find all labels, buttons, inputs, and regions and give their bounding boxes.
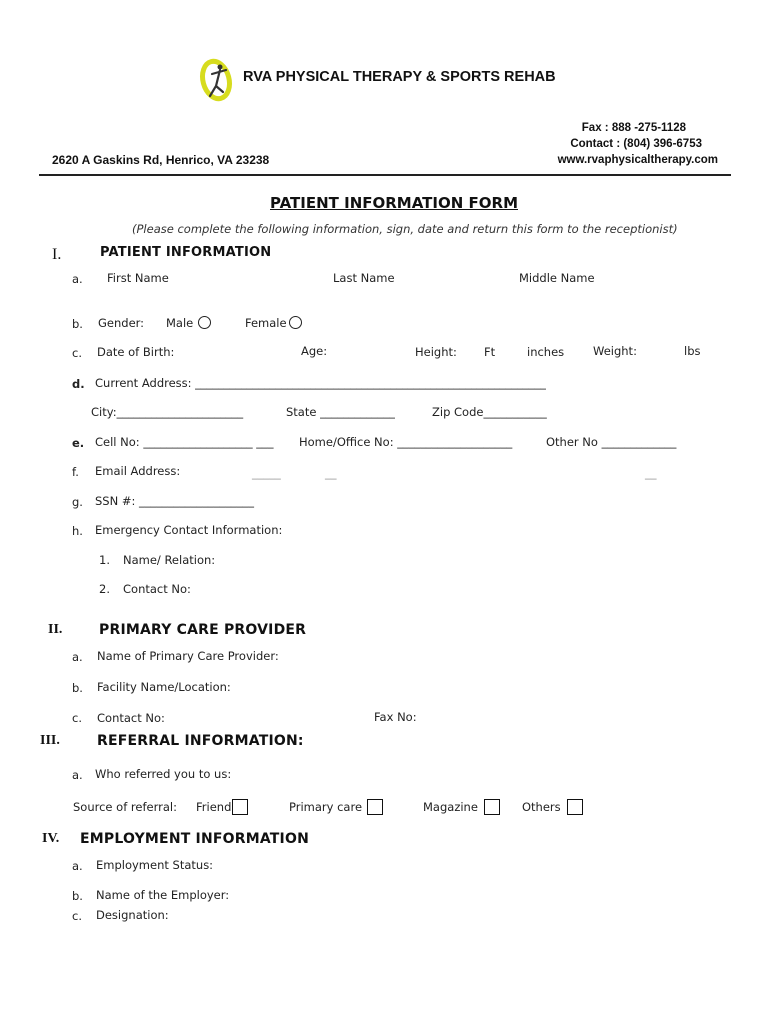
other-number-field[interactable]: Other No _____________ xyxy=(546,435,677,449)
fax-number: Fax : 888 -275-1128 xyxy=(581,122,686,134)
item-letter-c: c. xyxy=(72,909,82,923)
item-letter-c: c. xyxy=(72,711,82,725)
company-logo xyxy=(196,56,240,102)
referral-option-friend[interactable] xyxy=(196,799,248,815)
emergency-contact-no-label: Contact No: xyxy=(123,582,191,596)
section2-number: II. xyxy=(48,622,63,637)
primary-care-checkbox[interactable] xyxy=(367,799,383,815)
magazine-label: Magazine xyxy=(423,800,478,814)
male-label: Male xyxy=(166,316,194,330)
male-radio[interactable] xyxy=(198,316,211,329)
emergency-item-number-1: 1. xyxy=(99,553,110,567)
form-title: PATIENT INFORMATION FORM xyxy=(270,194,518,212)
item-letter-c: c. xyxy=(72,346,82,360)
section3-number: III. xyxy=(40,733,60,748)
section1-title: PATIENT INFORMATION xyxy=(100,245,272,260)
section4-title: EMPLOYMENT INFORMATION xyxy=(80,831,309,847)
female-radio[interactable] xyxy=(289,316,302,329)
email-blank-2[interactable]: __ xyxy=(325,466,337,480)
contact-number: Contact : (804) 396-6753 xyxy=(570,138,702,150)
referrer-label: Who referred you to us: xyxy=(95,767,232,781)
item-letter-d: d. xyxy=(72,377,85,391)
section3-title: REFERRAL INFORMATION: xyxy=(97,733,304,749)
feet-label: Ft xyxy=(484,345,496,359)
designation-label: Designation: xyxy=(96,908,169,922)
gender-male-option[interactable] xyxy=(166,316,211,330)
section4-number: IV. xyxy=(42,831,60,846)
employment-status-label: Employment Status: xyxy=(96,858,214,872)
company-address: 2620 A Gaskins Rd, Henrico, VA 23238 xyxy=(52,153,270,167)
home-office-field[interactable]: Home/Office No: ____________________ xyxy=(299,435,513,449)
gender-label: Gender: xyxy=(98,316,145,330)
item-letter-g: g. xyxy=(72,495,83,509)
email-blank-1[interactable]: _____ xyxy=(252,466,281,480)
header-divider xyxy=(39,174,731,176)
item-letter-f: f. xyxy=(72,465,79,479)
item-letter-h: h. xyxy=(72,524,83,538)
friend-checkbox[interactable] xyxy=(232,799,248,815)
emergency-item-number-2: 2. xyxy=(99,582,110,596)
item-letter-b: b. xyxy=(72,681,83,695)
dob-label: Date of Birth: xyxy=(97,345,175,359)
primary-care-label: Primary care xyxy=(289,800,363,814)
ssn-field[interactable]: SSN #: ____________________ xyxy=(95,494,255,508)
height-label: Height: xyxy=(415,345,457,359)
emergency-contact-label: Emergency Contact Information: xyxy=(95,523,283,537)
others-label: Others xyxy=(522,800,561,814)
address-field[interactable]: Current Address: _____________________________________________________________ xyxy=(95,376,546,390)
last-name-label: Last Name xyxy=(333,271,395,285)
item-letter-b: b. xyxy=(72,317,83,331)
city-field[interactable]: City:______________________ xyxy=(91,405,244,419)
item-letter-a: a. xyxy=(72,859,83,873)
item-letter-b: b. xyxy=(72,889,83,903)
referral-option-primary-care[interactable] xyxy=(289,799,383,815)
company-name: RVA PHYSICAL THERAPY & SPORTS REHAB xyxy=(243,69,556,85)
employer-name-label: Name of the Employer: xyxy=(96,888,230,902)
middle-name-label: Middle Name xyxy=(519,271,595,285)
first-name-label: First Name xyxy=(107,271,169,285)
age-label: Age: xyxy=(301,344,328,358)
referral-source-label: Source of referral: xyxy=(73,800,177,814)
others-checkbox[interactable] xyxy=(567,799,583,815)
friend-label: Friend xyxy=(196,800,232,814)
inches-label: inches xyxy=(527,345,565,359)
website[interactable]: www.rvaphysicaltherapy.com xyxy=(557,154,718,166)
state-field[interactable]: State _____________ xyxy=(286,405,395,419)
gender-female-option[interactable] xyxy=(245,316,302,330)
pcp-contact-label: Contact No: xyxy=(97,711,165,725)
pcp-fax-label: Fax No: xyxy=(374,710,417,724)
emergency-name-label: Name/ Relation: xyxy=(123,553,216,567)
cell-field[interactable]: Cell No: ___________________ ___ xyxy=(95,435,274,449)
pcp-name-label: Name of Primary Care Provider: xyxy=(97,649,279,663)
magazine-checkbox[interactable] xyxy=(484,799,500,815)
referral-option-magazine[interactable] xyxy=(423,799,500,815)
item-letter-e: e. xyxy=(72,436,85,450)
form-instructions: (Please complete the following information, sign, date and return this form to the receptionist) xyxy=(132,222,678,236)
lbs-label: lbs xyxy=(684,344,701,358)
section1-number: I. xyxy=(52,246,62,263)
email-label: Email Address: xyxy=(95,464,181,478)
section2-title: PRIMARY CARE PROVIDER xyxy=(99,622,307,638)
referral-option-others[interactable] xyxy=(522,799,583,815)
zip-field[interactable]: Zip Code___________ xyxy=(432,405,547,419)
facility-label: Facility Name/Location: xyxy=(97,680,231,694)
item-letter-a: a. xyxy=(72,768,83,782)
weight-label: Weight: xyxy=(593,344,637,358)
female-label: Female xyxy=(245,316,287,330)
item-letter-a: a. xyxy=(72,650,83,664)
item-letter-a: a. xyxy=(72,272,83,286)
email-blank-3[interactable]: __ xyxy=(645,466,657,480)
